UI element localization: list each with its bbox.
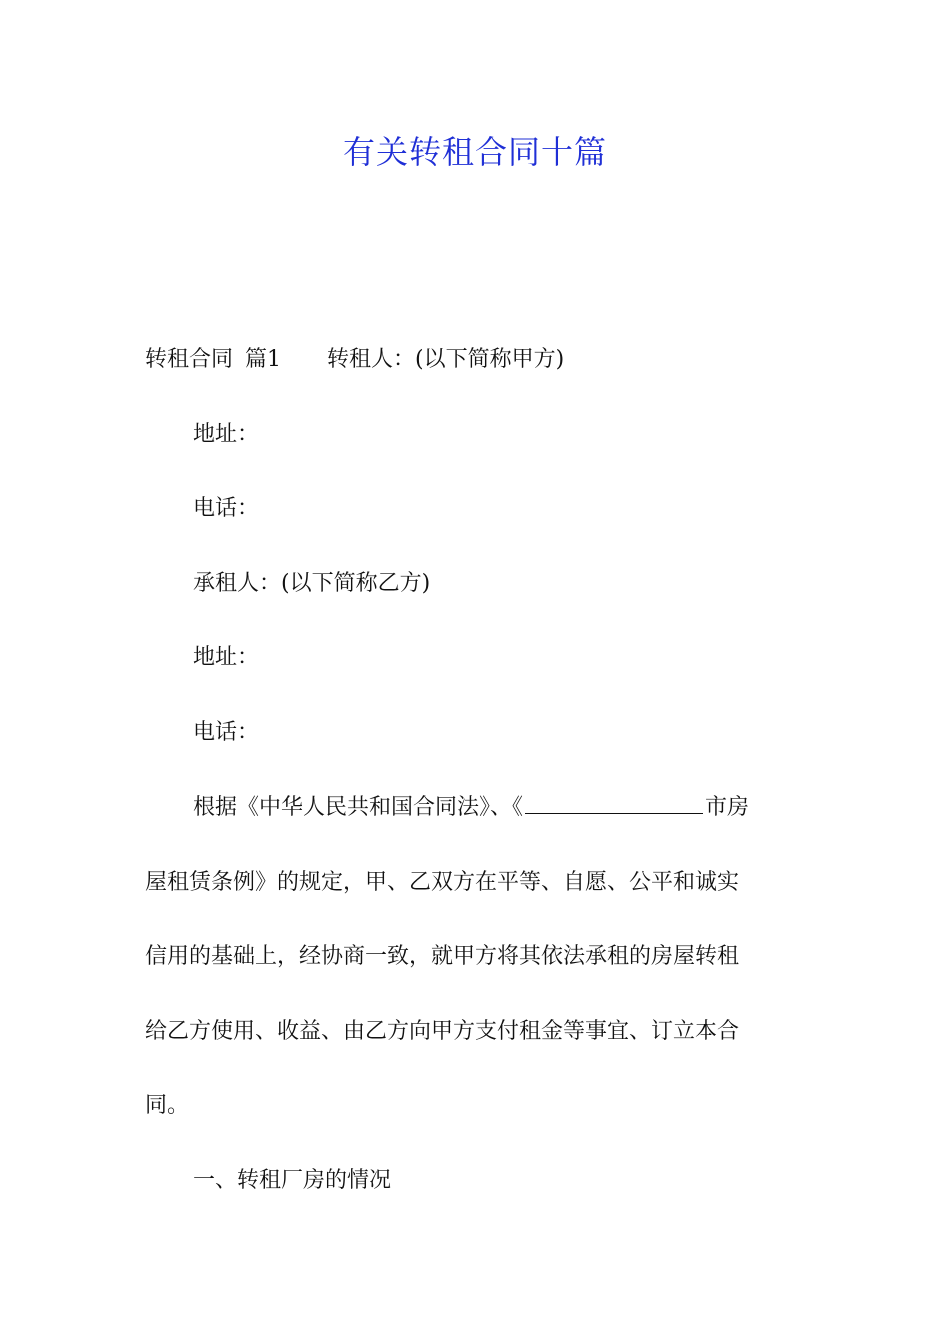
party-b-lessee: 承租人：(以下简称乙方): [193, 571, 431, 596]
preamble-line-5: 同。: [145, 1093, 190, 1118]
article-label: 篇1: [245, 347, 282, 372]
preamble-line-4: 给乙方使用、收益、由乙方向甲方支付租金等事宜、订立本合: [145, 1019, 740, 1044]
preamble-line-3: 信用的基础上，经协商一致，就甲方将其依法承租的房屋转租: [145, 944, 740, 969]
party-a-phone: 电话：: [193, 496, 260, 521]
sublessor-label: 转租人：(以下简称甲方): [327, 347, 565, 372]
preamble-line-2: 屋租赁条例》的规定，甲、乙双方在平等、自愿、公平和诚实: [145, 870, 740, 895]
party-b-address: 地址：: [193, 645, 260, 670]
contract-label: 转租合同: [145, 347, 234, 372]
city-blank-field: [525, 795, 703, 814]
party-a-address: 地址：: [193, 422, 260, 447]
preamble-line-1-start: 根据《中华人民共和国合同法》、《: [193, 795, 524, 820]
preamble-line-1-end: 市房: [705, 795, 750, 820]
contract-heading-line: [145, 344, 564, 376]
party-b-phone: 电话：: [193, 720, 260, 745]
preamble-line-1: [193, 792, 749, 824]
section-1-title: 一、转租厂房的情况: [193, 1168, 392, 1193]
document-title: 有关转租合同十篇: [342, 133, 607, 171]
